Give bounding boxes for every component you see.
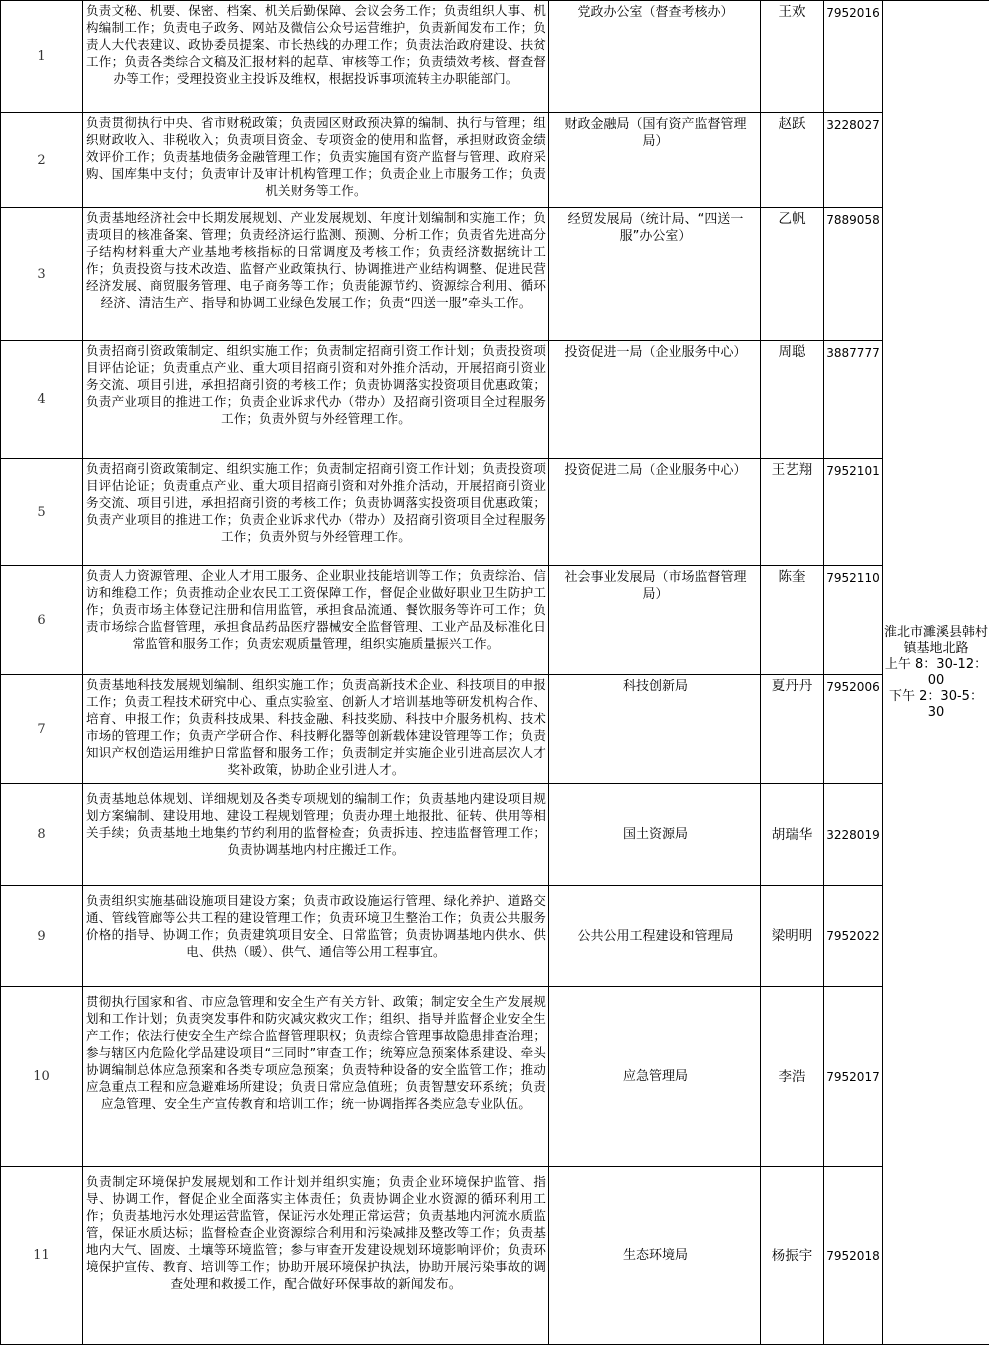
phone-cell [824, 1167, 883, 1345]
table-row [1, 987, 989, 1167]
table-row [1, 566, 989, 675]
department-cell [549, 341, 761, 459]
department-cell [549, 987, 761, 1167]
head-name: 王艺翔 [771, 462, 813, 478]
duty-cell [83, 566, 549, 675]
phone-number: 7952101 [826, 464, 880, 478]
head-name: 周聪 [778, 344, 806, 360]
address-hours-cell [883, 1, 989, 1345]
department-name: 生态环境局 [622, 1248, 688, 1263]
head-cell [761, 784, 824, 886]
phone-cell [824, 784, 883, 886]
phone-number: 3887777 [826, 346, 880, 360]
phone-number: 7952022 [826, 929, 880, 943]
head-name: 赵跃 [778, 116, 806, 132]
table-row [1, 784, 989, 886]
morning-hours: 上午 8：30-12：00 [884, 656, 988, 688]
afternoon-hours: 下午 2：30-5：30 [889, 688, 983, 720]
department-cell [549, 459, 761, 566]
head-cell [761, 886, 824, 987]
phone-number: 3228027 [826, 118, 880, 132]
department-cell [549, 886, 761, 987]
duty-text: 负责招商引资政策制定、组织实施工作；负责制定招商引资工作计划；负责投资项目评估论证；负责重点产业、重大项目招商引资和对外推介活动，开展招商引资业务交流、项目引进，承担招商引资的考核工作；负责协调落实投资项目优惠政策；负责产业项目的推进工作；负责企业诉求代办（带办）及招商引资项目全过程服务工作；负责外贸与外经管理工作。 [86, 461, 546, 544]
head-name: 梁明明 [771, 928, 813, 944]
phone-number: 7952006 [826, 680, 880, 694]
phone-cell [824, 1, 883, 113]
phone-cell [824, 459, 883, 566]
head-cell [761, 566, 824, 675]
duty-text: 负责基地科技发展规划编制、组织实施工作；负责高新技术企业、科技项目的申报工作；负责工程技术研究中心、重点实验室、创新人才培训基地等研发机构合作、培育、申报工作；负责科技成果、科技金融、科技奖励、科技中介服务机构、技术市场的管理工作；负责产学研合作、科技孵化器等创新载体建设管理等工作；负责知识产权创造运用维护日常监督和服务工作；负责制定并实施企业引进高层次人才奖补政策，协助企业引进人才。 [86, 677, 546, 777]
duty-cell [83, 208, 549, 341]
duty-cell [83, 113, 549, 208]
duty-text: 负责制定环境保护发展规划和工作计划并组织实施；负责企业环境保护监管、指导、协调工作，督促企业全面落实主体责任；负责协调企业水资源的循环利用工作；负责基地污水处理运营监管，保证污水处理正常运营；负责基地内河流水质监管，保证水质达标；监督检查企业资源综合利用和污染减排及整改等工作；负责基地内大气、固废、土壤等环境监管；参与审查开发建设规划环境影响评价；负责环境保护宣传、教育、培训等工作；协助开展环境保护执法，协助开展污染事故的调查处理和救援工作，配合做好环保事故的新闻发布。 [86, 1174, 546, 1291]
office-hours [883, 657, 989, 721]
duty-text: 负责贯彻执行中央、省市财税政策；负责园区财政预决算的编制、执行与管理；组织财政收入、非税收入；负责项目资金、专项资金的使用和监督，承担财政资金绩效评价工作；负责基地债务金融管理工作；负责实施国有资产监督与管理、政府采购、国库集中支付；负责审计及审计机构管理工作；负责企业上市服务工作；负责机关财务等工作。 [86, 115, 546, 198]
head-cell [761, 113, 824, 208]
head-name: 胡瑞华 [771, 826, 813, 843]
row-number: 3 [1, 208, 83, 341]
duty-text: 负责基地经济社会中长期发展规划、产业发展规划、年度计划编制和实施工作；负责项目的核准备案、管理；负责经济运行监测、预测、分析工作；负责省先进高分子结构材料重大产业基地考核指标的日常调度及考核工作；负责经济数据统计工作；负责投资与技术改造、监督产业政策执行、协调推进产业结构调整、促进民营经济发展、商贸服务管理、电子商务等工作；负责能源节约、资源综合利用、循环经济、清洁生产、指导和协调工业绿色发展工作；负责“四送一服”牵头工作。 [86, 210, 546, 310]
row-number: 6 [1, 566, 83, 675]
department-name: 投资促进一局（企业服务中心） [564, 345, 747, 360]
department-name: 应急管理局 [622, 1069, 688, 1084]
table-row [1, 341, 989, 459]
row-number: 10 [1, 987, 83, 1167]
department-cell [549, 1, 761, 113]
duty-cell [83, 784, 549, 886]
department-cell [549, 675, 761, 784]
head-cell [761, 459, 824, 566]
duty-text: 负责招商引资政策制定、组织实施工作；负责制定招商引资工作计划；负责投资项目评估论证；负责重点产业、重大项目招商引资和对外推介活动，开展招商引资业务交流、项目引进，承担招商引资的考核工作；负责协调落实投资项目优惠政策；负责产业项目的推进工作；负责企业诉求代办（带办）及招商引资项目全过程服务工作；负责外贸与外经管理工作。 [86, 343, 546, 426]
duty-text: 负责基地总体规划、详细规划及各类专项规划的编制工作；负责基地内建设项目规划方案编制、建设用地、建设工程规划管理；负责办理土地报批、征转、供用等相关手续；负责基地土地集约节约利用的监督检查；负责拆违、控违监督管理工作；负责协调基地内村庄搬迁工作。 [86, 791, 546, 857]
head-name: 李浩 [778, 1068, 806, 1085]
table-row [1, 675, 989, 784]
table-row [1, 208, 989, 341]
phone-cell [824, 675, 883, 784]
head-cell [761, 675, 824, 784]
duty-cell [83, 459, 549, 566]
row-number: 9 [1, 886, 83, 987]
department-name: 公共公用工程建设和管理局 [577, 928, 734, 944]
duty-text: 负责组织实施基础设施项目建设方案；负责市政设施运行管理、绿化养护、道路交通、管线管廊等公共工程的建设管理工作；负责环境卫生整治工作；负责公共服务价格的指导、协调工作；负责建筑项目安全、日常监管；负责协调基地内供水、供电、供热（暖）、供气、通信等公用工程事宜。 [86, 893, 546, 959]
duty-text: 负责文秘、机要、保密、档案、机关后勤保障、会议会务工作；负责组织人事、机构编制工作；负责电子政务、网站及微信公众号运营维护，负责新闻发布工作；负责人大代表建议、政协委员提案、市长热线的办理工作；负责法治政府建设、扶贫工作；负责各类综合文稿及汇报材料的起草、审核等工作；负责绩效考核、督查督办等工作；受理投资业主投诉及维权，根据投诉事项流转主办职能部门。 [86, 3, 546, 86]
head-cell [761, 1, 824, 113]
duty-text: 负责人力资源管理、企业人才用工服务、企业职业技能培训等工作；负责综治、信访和维稳工作；负责推动企业农民工工资保障工作，督促企业做好职业卫生防护工作；负责市场主体登记注册和信用监管，承担食品流通、餐饮服务等许可工作；负责市场综合监督管理，承担食品药品医疗器械安全监督管理、工业产品及标准化日常监管和服务工作；负责宏观质量管理，组织实施质量振兴工作。 [86, 568, 546, 651]
head-name: 乙帆 [778, 211, 806, 227]
duty-cell [83, 1, 549, 113]
department-cell [549, 113, 761, 208]
department-cell [549, 784, 761, 886]
duty-cell [83, 886, 549, 987]
row-number: 2 [1, 113, 83, 208]
row-number: 1 [1, 1, 83, 113]
phone-number: 7952110 [826, 571, 880, 585]
department-name: 党政办公室（督查考核办） [577, 5, 734, 20]
department-cell [549, 1167, 761, 1345]
department-name: 投资促进二局（企业服务中心） [564, 463, 747, 478]
table-row [1, 886, 989, 987]
duty-text: 贯彻执行国家和省、市应急管理和安全生产有关方针、政策；制定安全生产发展规划和工作计划；负责突发事件和防灾减灾救灾工作；组织、指导并监督企业安全生产工作；依法行使安全生产综合监督管理职权；负责综合管理事故隐患排查治理；参与辖区内危险化学品建设项目“三同时”审查工作；统筹应急预案体系建设、牵头协调编制总体应急预案和各类专项应急预案；负责特种设备的安全监管工作；推动应急重点工程和应急避难场所建设；负责日常应急值班；负责智慧安环系统；负责应急管理、安全生产宣传教育和培训工作；统一协调指挥各类应急专业队伍。 [86, 994, 546, 1111]
department-name: 国土资源局 [622, 827, 688, 842]
table-row [1, 459, 989, 566]
phone-number: 7889058 [826, 213, 880, 227]
department-name: 科技创新局 [622, 679, 688, 694]
table-row [1, 113, 989, 208]
row-number: 11 [1, 1167, 83, 1345]
department-cell [549, 208, 761, 341]
head-cell [761, 341, 824, 459]
phone-cell [824, 208, 883, 341]
phone-number: 7952017 [826, 1069, 880, 1084]
phone-cell [824, 113, 883, 208]
department-cell [549, 566, 761, 675]
phone-number: 7952018 [826, 1248, 880, 1263]
duty-cell [83, 675, 549, 784]
head-cell [761, 1167, 824, 1345]
phone-cell [824, 566, 883, 675]
head-cell [761, 987, 824, 1167]
head-name: 王欢 [778, 4, 806, 20]
phone-cell [824, 886, 883, 987]
phone-number: 7952016 [826, 6, 880, 20]
row-number: 5 [1, 459, 83, 566]
phone-cell [824, 987, 883, 1167]
phone-number: 3228019 [826, 827, 880, 842]
row-number: 8 [1, 784, 83, 886]
duty-cell [83, 1167, 549, 1345]
office-address: 淮北市濉溪县韩村镇基地北路 [884, 624, 989, 656]
department-name: 财政金融局（国有资产监督管理局） [564, 117, 747, 149]
head-cell [761, 208, 824, 341]
phone-cell [824, 341, 883, 459]
head-name: 杨振宇 [771, 1247, 813, 1264]
head-name: 陈奎 [778, 569, 806, 585]
row-number: 4 [1, 341, 83, 459]
head-name: 夏丹丹 [771, 678, 813, 694]
row-number: 7 [1, 675, 83, 784]
table-row [1, 1167, 989, 1345]
department-name: 社会事业发展局（市场监督管理局） [564, 570, 747, 602]
department-name: 经贸发展局（统计局、“四送一服”办公室） [567, 212, 744, 244]
duty-cell [83, 341, 549, 459]
duty-cell [83, 987, 549, 1167]
table-row [1, 1, 989, 113]
